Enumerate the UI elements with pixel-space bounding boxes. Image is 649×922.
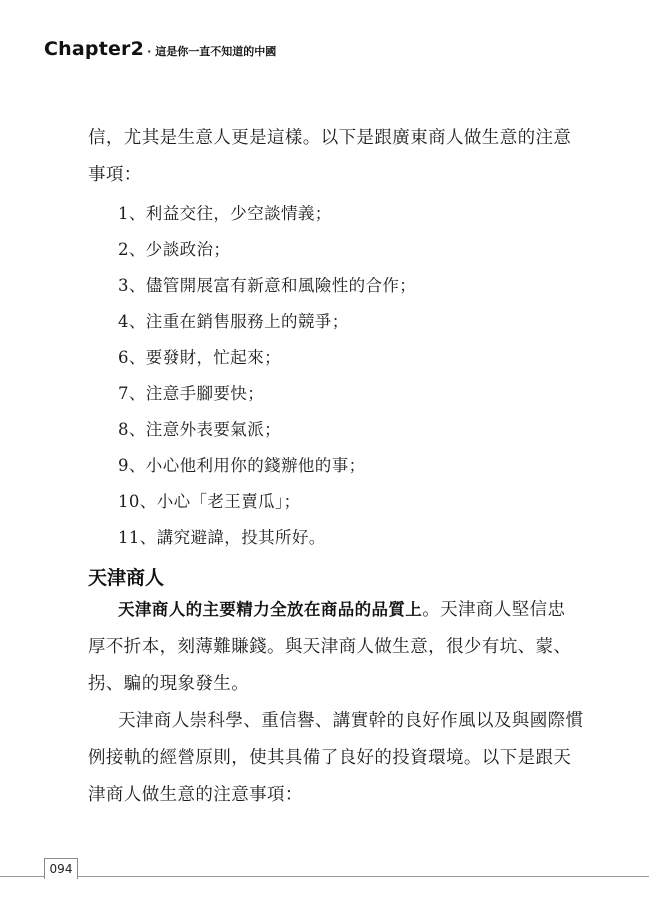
intro-line-1: 信，尤其是生意人更是這樣。以下是跟廣東商人做生意的注意 bbox=[88, 128, 572, 148]
tianjin-p2-line-3: 津商人做生意的注意事項： bbox=[88, 785, 303, 805]
list-item: 6、要發財，忙起來； bbox=[118, 348, 281, 367]
list-item: 7、注意手腳要快； bbox=[118, 384, 265, 403]
list-item: 10、小心「老王賣瓜」； bbox=[118, 492, 301, 511]
running-header bbox=[44, 38, 276, 60]
list-item: 1、利益交往，少空談情義； bbox=[118, 204, 332, 223]
tianjin-p2-line-2: 例接軌的經營原則，使其具備了良好的投資環境。以下是跟天 bbox=[88, 748, 572, 768]
tianjin-p1-line-3: 拐、騙的現象發生。 bbox=[88, 674, 250, 694]
tianjin-p1-line-1 bbox=[118, 598, 565, 622]
list-item: 2、少談政治； bbox=[118, 240, 231, 259]
header-separator: · bbox=[147, 45, 152, 58]
intro-line-2: 事項： bbox=[88, 165, 142, 185]
list-item: 11、講究避諱，投其所好。 bbox=[118, 528, 326, 547]
footer-rule bbox=[0, 876, 649, 877]
page-number: 094 bbox=[44, 858, 78, 879]
tianjin-p1-line-2: 厚不折本，刻薄難賺錢。與天津商人做生意，很少有坑、蒙、 bbox=[88, 637, 572, 657]
tianjin-p1-bold-lead: 天津商人的主要精力全放在商品的品質上 bbox=[118, 600, 423, 619]
list-item: 3、儘管開展富有新意和風險性的合作； bbox=[118, 276, 417, 295]
tianjin-p2-line-1: 天津商人崇科學、重信譽、講實幹的良好作風以及與國際慣 bbox=[118, 711, 584, 731]
tianjin-p1-rest: 。天津商人堅信忠 bbox=[422, 600, 566, 620]
list-item: 8、注意外表要氣派； bbox=[118, 420, 281, 439]
chapter-title: 這是你一直不知道的中國 bbox=[155, 45, 277, 58]
chapter-label: Chapter2 bbox=[44, 38, 145, 60]
section-heading-tianjin: 天津商人 bbox=[88, 567, 165, 589]
list-item: 9、小心他利用你的錢辦他的事； bbox=[118, 456, 366, 475]
list-item: 4、注重在銷售服務上的競爭； bbox=[118, 312, 349, 331]
